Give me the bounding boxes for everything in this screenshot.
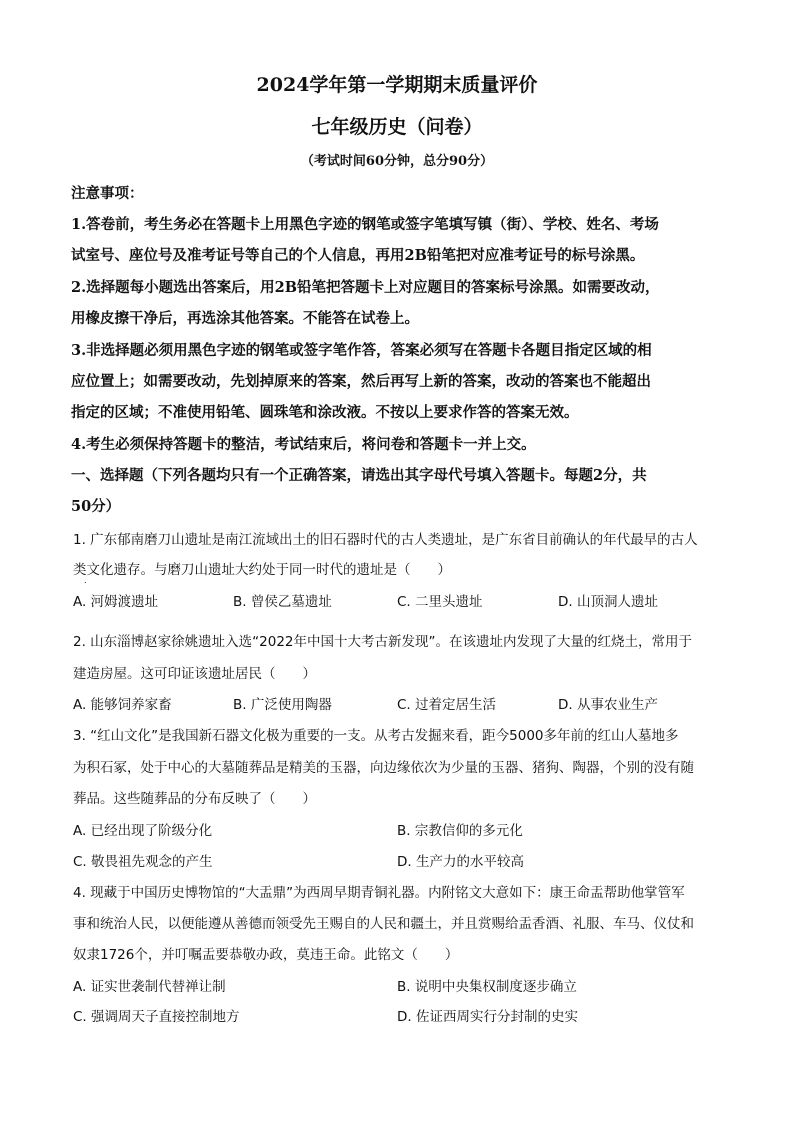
exam-title: 2024学年第一学期期末质量评价	[256, 74, 538, 96]
notes-line: 指定的区域；不准使用铅笔、圆珠笔和涂改液。不按以上要求作答的答案无效。	[71, 404, 579, 421]
option-c[interactable]: C. 强调周天子直接控制地方	[73, 1009, 240, 1025]
question-1-text: 1. 广东郁南磨刀山遗址是南江流域出土的旧石器时代的古人类遗址，是广东省目前确认的年代最早的古人	[73, 532, 698, 548]
notes-line: 试室号、座位号及准考证号等自己的个人信息，再用2B铅笔把对应准考证号的标号涂黑。	[71, 247, 645, 264]
notes-line: 应位置上；如需要改动，先划掉原来的答案，然后再写上新的答案，改动的答案也不能超出	[71, 373, 651, 390]
option-c[interactable]: C. 敬畏祖先观念的产生	[73, 854, 213, 870]
exam-info: （考试时间60分钟，总分90分）	[300, 154, 494, 169]
section-heading: 一、选择题（下列各题均只有一个正确答案，请选出其字母代号填入答题卡。每题2分，共	[71, 467, 647, 484]
question-2-text: 建造房屋。这可印证该遗址居民（ ）	[73, 666, 316, 682]
question-4-text: 事和统治人民，以便能遵从善德而领受先王赐自的人民和疆土，并且赏赐给盂香酒、礼服、车马、仪仗和	[73, 916, 694, 932]
exam-subtitle: 七年级历史（问卷）	[311, 116, 483, 138]
option-d[interactable]: D. 山顶洞人遗址	[558, 594, 658, 610]
stray-mark: .	[84, 576, 87, 585]
option-d[interactable]: D. 佐证西周实行分封制的史实	[397, 1009, 578, 1025]
option-b[interactable]: B. 宗教信仰的多元化	[397, 823, 523, 839]
question-3-text: 为积石冢，处于中心的大墓随葬品是精美的玉器，向边缘依次为少量的玉器、猪狗、陶器，个别的没有随	[73, 760, 694, 776]
question-3-text: 葬品。这些随葬品的分布反映了（ ）	[73, 791, 316, 807]
option-b[interactable]: B. 广泛使用陶器	[233, 697, 332, 713]
option-c[interactable]: C. 二里头遗址	[397, 594, 483, 610]
question-4-text: 4. 现藏于中国历史博物馆的“大盂鼎”为西周早期青铜礼器。内附铭文大意如下：康王命盂帮助他掌管军	[73, 885, 685, 901]
question-3-text: 3. “红山文化”是我国新石器文化极为重要的一支。从考古发掘来看，距今5000多年前的红山人墓地多	[73, 728, 679, 744]
option-b[interactable]: B. 曾侯乙墓遗址	[233, 594, 332, 610]
section-heading: 50分）	[71, 498, 121, 515]
question-4-text: 奴隶1726个，并叮嘱盂要恭敬办政，莫违王命。此铭文（ ）	[73, 947, 459, 963]
option-d[interactable]: D. 生产力的水平较高	[397, 854, 524, 870]
question-2-text: 2. 山东淄博赵家徐姚遗址入选“2022年中国十大考古新发现”。在该遗址内发现了大量的红烧土，常用于	[73, 634, 693, 650]
option-d[interactable]: D. 从事农业生产	[558, 697, 658, 713]
notes-line: 1.答卷前，考生务必在答题卡上用黑色字迹的钢笔或签字笔填写镇（街）、学校、姓名、考场	[71, 216, 659, 233]
notes-line: 3.非选择题必须用黑色字迹的钢笔或签字笔作答，答案必须写在答题卡各题目指定区域的相	[71, 342, 652, 359]
option-a[interactable]: A. 已经出现了阶级分化	[73, 823, 213, 839]
option-a[interactable]: A. 证实世袭制代替禅让制	[73, 979, 226, 995]
notes-line: 用橡皮擦干净后，再选涂其他答案。不能答在试卷上。	[71, 310, 419, 327]
option-b[interactable]: B. 说明中央集权制度逐步确立	[397, 979, 577, 995]
notes-line: 4.考生必须保持答题卡的整洁，考试结束后，将问卷和答题卡一并上交。	[71, 436, 536, 453]
option-a[interactable]: A. 河姆渡遗址	[73, 594, 159, 610]
option-c[interactable]: C. 过着定居生活	[397, 697, 497, 713]
notes-heading: 注意事项：	[71, 185, 144, 202]
option-a[interactable]: A. 能够饲养家畜	[73, 697, 172, 713]
question-1-text: 类文化遗存。与磨刀山遗址大约处于同一时代的遗址是（ ）	[73, 562, 451, 578]
notes-line: 2.选择题每小题选出答案后，用2B铅笔把答题卡上对应题目的答案标号涂黑。如需要改动，	[71, 279, 660, 296]
